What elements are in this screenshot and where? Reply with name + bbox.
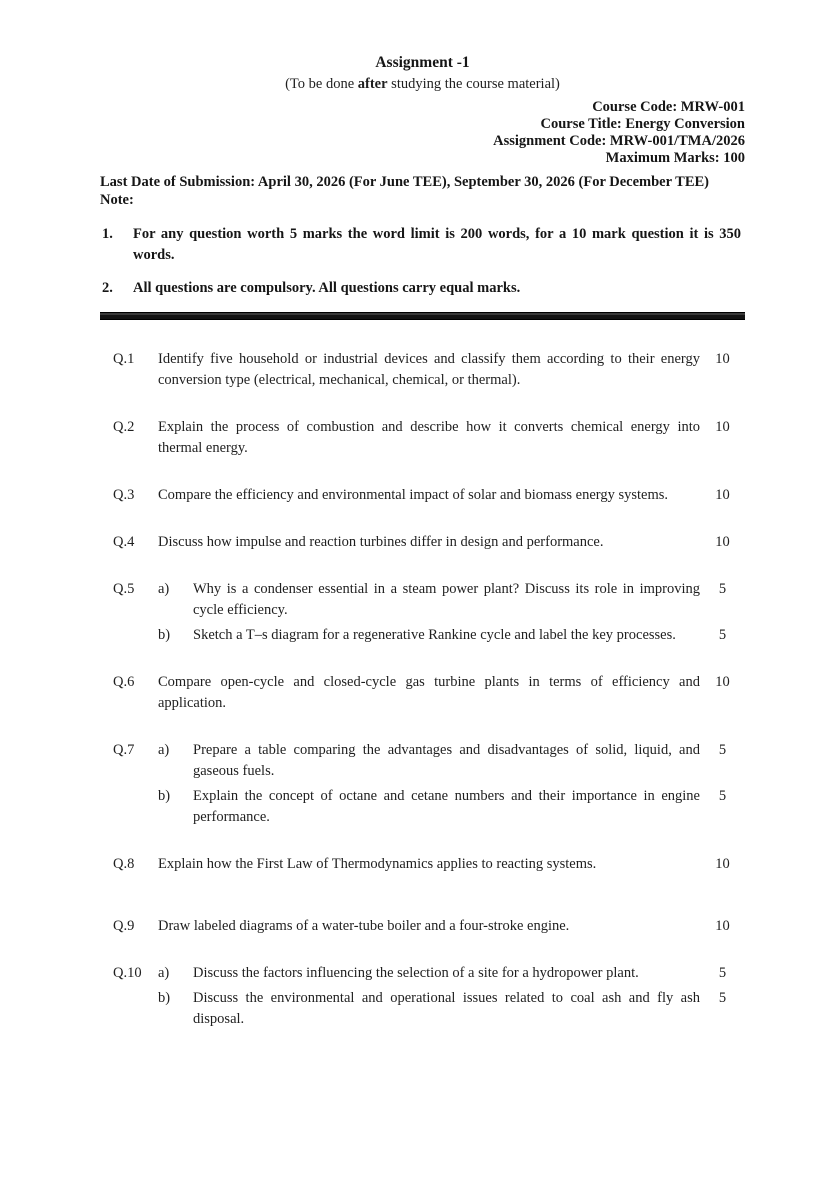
question-part-row (113, 579, 745, 621)
subtitle-suffix: studying the course material) (387, 76, 560, 92)
question-marks: 10 (715, 534, 730, 550)
part-letter: a) (158, 965, 170, 981)
question-label (113, 786, 158, 828)
question-text: Why is a condenser essential in a steam power plant? Discuss its role in improving cycle efficiency. (193, 581, 700, 618)
question-part-row (113, 740, 745, 782)
course-title-line: Course Title: Energy Conversion (540, 116, 745, 132)
question-q8 (113, 854, 745, 875)
question-marks: 10 (715, 419, 730, 435)
question-row (113, 672, 745, 714)
question-marks: 10 (715, 674, 730, 690)
assignment-title: Assignment -1 (375, 54, 470, 71)
question-text: Identify five household or industrial devices and classify them according to their energy conversion type (electrical, mechanical, chemical, or thermal). (158, 351, 700, 388)
question-text: Explain how the First Law of Thermodynamics applies to reacting systems. (158, 856, 597, 872)
subtitle-prefix: (To be done (285, 76, 358, 92)
questions-list (100, 349, 745, 1030)
part-letter: b) (158, 990, 171, 1006)
question-text: Draw labeled diagrams of a water-tube boiler and a four-stroke engine. (158, 918, 570, 934)
maximum-marks-line: Maximum Marks: 100 (605, 150, 745, 166)
part-letter: b) (158, 627, 171, 643)
question-part-row (113, 988, 745, 1030)
question-label: Q.2 (113, 419, 135, 435)
question-label: Q.6 (113, 674, 135, 690)
submission-date-line: Last Date of Submission: April 30, 2026 (For June TEE), September 30, 2026 (For December TEE) (100, 174, 709, 190)
question-label: Q.4 (113, 534, 135, 550)
question-marks: 10 (715, 351, 730, 367)
question-marks: 5 (718, 990, 727, 1006)
question-q5 (113, 579, 745, 646)
question-label (113, 988, 158, 1030)
question-part-row (113, 963, 745, 984)
question-text: Discuss the factors influencing the selection of a site for a hydropower plant. (193, 965, 639, 981)
question-text: Explain the concept of octane and cetane numbers and their importance in engine performance. (193, 788, 700, 825)
question-marks: 5 (718, 742, 727, 758)
question-marks: 10 (715, 856, 730, 872)
question-q1 (113, 349, 745, 391)
question-text: Explain the process of combustion and describe how it converts chemical energy into thermal energy. (158, 419, 700, 456)
question-q6 (113, 672, 745, 714)
note-text: All questions are compulsory. All questions carry equal marks. (133, 280, 521, 296)
question-label: Q.7 (113, 742, 135, 758)
question-label: Q.8 (113, 856, 135, 872)
question-marks: 5 (718, 581, 727, 597)
note-number: 2. (102, 280, 113, 296)
assignment-subtitle (100, 74, 745, 94)
question-text: Discuss the environmental and operational issues related to coal ash and fly ash disposal. (193, 990, 700, 1027)
question-label: Q.1 (113, 351, 135, 367)
note-item (100, 278, 745, 299)
part-letter: a) (158, 581, 170, 597)
question-row (113, 854, 745, 875)
question-label: Q.9 (113, 918, 135, 934)
course-meta-block (100, 99, 745, 167)
question-text: Compare open-cycle and closed-cycle gas turbine plants in terms of efficiency and application. (158, 674, 700, 711)
question-marks: 10 (715, 487, 730, 503)
question-text: Discuss how impulse and reaction turbines differ in design and performance. (158, 534, 604, 550)
question-q9 (113, 916, 745, 937)
question-row (113, 916, 745, 937)
note-item (100, 224, 745, 266)
part-letter: b) (158, 788, 171, 804)
question-q2 (113, 417, 745, 459)
question-part-row (113, 786, 745, 828)
course-code-line: Course Code: MRW-001 (592, 99, 745, 115)
question-q10 (113, 963, 745, 1030)
note-text: For any question worth 5 marks the word limit is 200 words, for a 10 mark question it is 350 words. (133, 226, 741, 263)
note-number: 1. (102, 226, 113, 242)
question-label: Q.10 (113, 965, 142, 981)
question-row (113, 417, 745, 459)
part-letter: a) (158, 742, 170, 758)
section-divider (100, 312, 745, 320)
question-text: Sketch a T–s diagram for a regenerative Rankine cycle and label the key processes. (193, 627, 676, 643)
question-marks: 5 (718, 965, 727, 981)
assignment-code-line: Assignment Code: MRW-001/TMA/2026 (493, 133, 745, 149)
question-marks: 5 (718, 788, 727, 804)
question-marks: 5 (718, 627, 727, 643)
question-label (113, 625, 158, 646)
note-heading: Note: (100, 192, 134, 208)
notes-list (100, 224, 745, 299)
question-label: Q.3 (113, 487, 135, 503)
question-text: Compare the efficiency and environmental impact of solar and biomass energy systems. (158, 487, 669, 503)
question-label: Q.5 (113, 581, 135, 597)
question-q7 (113, 740, 745, 828)
question-row (113, 349, 745, 391)
question-q3 (113, 485, 745, 506)
question-part-row (113, 625, 745, 646)
question-q4 (113, 532, 745, 553)
question-text: Prepare a table comparing the advantages and disadvantages of solid, liquid, and gaseous fuels. (193, 742, 700, 779)
subtitle-emphasis: after (357, 76, 388, 92)
question-row (113, 485, 745, 506)
question-row (113, 532, 745, 553)
question-marks: 10 (715, 918, 730, 934)
